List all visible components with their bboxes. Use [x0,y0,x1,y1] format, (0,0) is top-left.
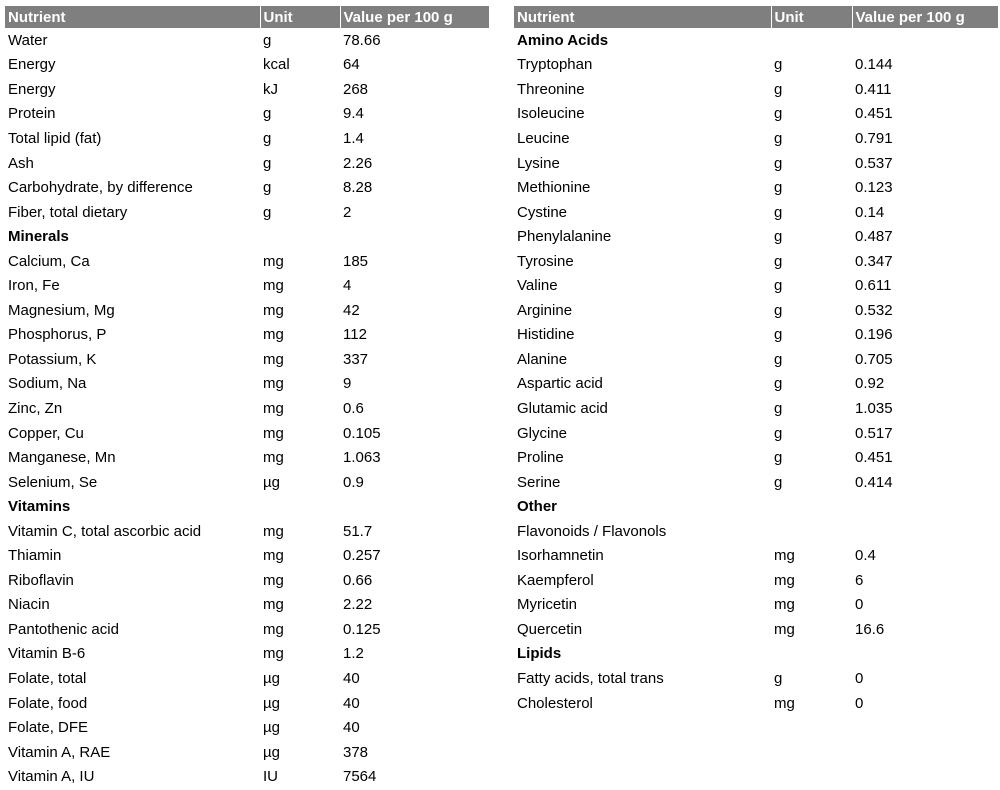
nutrient-cell: Thiamin [8,547,62,565]
nutrient-cell: Cystine [517,203,568,221]
nutrient-cell: Threonine [517,80,585,98]
unit-cell: g [774,424,783,442]
nutrient-cell: Flavonoids / Flavonols [517,522,667,540]
table-row [5,298,489,323]
value-cell: 0.4 [855,547,876,565]
unit-cell: µg [263,719,280,737]
unit-cell: kJ [263,80,278,98]
table-row [514,519,998,544]
value-cell: 9 [343,375,352,393]
nutrient-cell: Histidine [517,326,575,344]
unit-cell: g [774,375,783,393]
table-row [514,224,998,249]
unit-cell: mg [263,449,284,467]
unit-cell: g [263,154,272,172]
value-cell: 42 [343,301,360,319]
unit-cell: mg [263,571,284,589]
value-cell: 112 [343,326,367,344]
nutrient-cell: Vitamin A, RAE [8,743,111,761]
value-cell: 0 [855,669,864,687]
value-cell: 2 [343,203,352,221]
unit-cell [260,494,340,519]
value-cell: 0.92 [855,375,885,393]
unit-cell: IU [263,768,278,786]
unit-cell: g [774,277,783,295]
nutrient-cell: Quercetin [517,620,583,638]
table-row [5,126,489,151]
table-row [514,568,998,593]
table-row [514,593,998,618]
unit-cell: mg [263,645,284,663]
nutrient-cell: Methionine [517,179,591,197]
nutrient-cell: Potassium, K [8,350,97,368]
unit-cell [771,28,852,53]
value-cell: 268 [343,80,369,98]
nutrient-cell: Protein [8,105,56,123]
value-cell: 9.4 [343,105,364,123]
value-cell: 0 [855,694,864,712]
nutrient-cell: Glycine [517,424,568,442]
table-row [514,273,998,298]
header-nutrient: Nutrient [514,6,771,28]
nutrient-cell: Copper, Cu [8,424,84,442]
value-cell: 7564 [343,768,377,786]
table-row [5,617,489,642]
section-header-row [514,494,998,519]
nutrient-cell: Fiber, total dietary [8,203,128,221]
unit-cell: mg [263,375,284,393]
table-row [5,445,489,470]
table-row [5,543,489,568]
table-row [514,126,998,151]
value-cell: 78.66 [343,31,381,49]
unit-cell [771,519,852,544]
table-row [5,421,489,446]
unit-cell: g [774,228,783,246]
unit-cell: mg [263,326,284,344]
table-row [5,151,489,176]
header-row [5,6,489,28]
unit-cell: g [774,105,783,123]
table-row [514,102,998,127]
unit-cell: mg [263,301,284,319]
nutrient-cell: Alanine [517,350,568,368]
value-cell: 6 [855,571,864,589]
nutrient-cell: Vitamin A, IU [8,768,95,786]
unit-cell: g [774,449,783,467]
unit-cell: g [263,105,272,123]
value-cell: 2.22 [343,596,373,614]
unit-cell: µg [263,669,280,687]
value-cell: 0.347 [855,252,893,270]
table-row [514,298,998,323]
table-row [5,568,489,593]
table-row [514,372,998,397]
value-cell: 1.063 [343,449,381,467]
unit-cell: g [774,301,783,319]
value-cell: 0.6 [343,399,364,417]
value-cell: 2.26 [343,154,373,172]
nutrient-cell: Zinc, Zn [8,399,63,417]
unit-cell: g [774,179,783,197]
unit-cell: mg [774,694,795,712]
unit-cell: g [263,179,272,197]
table-row [5,200,489,225]
nutrient-cell: Vitamin C, total ascorbic acid [8,522,202,540]
table-row [5,470,489,495]
section-header-row [514,642,998,667]
value-cell: 0.105 [343,424,381,442]
value-cell: 0.125 [343,620,381,638]
value-cell: 16.6 [855,620,885,638]
nutrient-cell: Vitamin B-6 [8,645,86,663]
header-value: Value per 100 g [340,6,489,28]
table-row [514,470,998,495]
nutrient-cell: Isoleucine [517,105,585,123]
nutrient-cell: Glutamic acid [517,399,608,417]
header-nutrient: Nutrient [5,6,260,28]
nutrient-cell: Arginine [517,301,573,319]
nutrient-cell: Aspartic acid [517,375,603,393]
unit-cell: mg [774,596,795,614]
table-row [514,617,998,642]
value-cell: 40 [343,719,360,737]
value-cell: 0.9 [343,473,364,491]
nutrient-table-left [5,6,489,789]
table-row [514,249,998,274]
value-cell: 40 [343,669,360,687]
table-row [514,421,998,446]
nutrient-table-right [514,6,998,715]
unit-cell: g [774,326,783,344]
nutrient-cell: Niacin [8,596,50,614]
table-row [5,77,489,102]
table-row [5,28,489,53]
nutrient-cell: Phosphorus, P [8,326,107,344]
table-row [5,691,489,716]
table-row [5,396,489,421]
nutrient-cell: Energy [8,56,56,74]
value-cell: 0.196 [855,326,893,344]
value-cell: 4 [343,277,352,295]
nutrient-cell: Isorhamnetin [517,547,604,565]
value-cell: 0.487 [855,228,893,246]
unit-cell: mg [263,277,284,295]
value-cell: 0.791 [855,129,893,147]
unit-cell: µg [263,473,280,491]
unit-cell: mg [263,547,284,565]
table-row [5,53,489,78]
table-row [5,715,489,740]
table-row [5,519,489,544]
unit-cell [771,642,852,667]
value-cell: 0.537 [855,154,893,172]
unit-cell: g [774,80,783,98]
table-row [514,323,998,348]
value-cell: 0.451 [855,449,893,467]
value-cell: 0.66 [343,571,373,589]
table-row [5,372,489,397]
unit-cell: mg [263,350,284,368]
value-cell [852,642,998,667]
nutrient-cell: Amino Acids [517,31,609,49]
nutrient-cell: Phenylalanine [517,228,612,246]
unit-cell: g [774,56,783,74]
table-row [514,53,998,78]
unit-cell: g [774,399,783,417]
value-cell: 0.257 [343,547,381,565]
value-cell: 0.123 [855,179,893,197]
unit-cell: g [774,129,783,147]
nutrient-cell: Lysine [517,154,560,172]
nutrient-cell: Tryptophan [517,56,593,74]
value-cell [852,28,998,53]
nutrient-cell: Selenium, Se [8,473,98,491]
unit-cell: g [774,350,783,368]
table-row [5,273,489,298]
section-header-row [5,224,489,249]
table-row [514,396,998,421]
table-row [5,666,489,691]
table-row [514,666,998,691]
table-row [514,77,998,102]
unit-cell: g [774,203,783,221]
nutrient-cell: Energy [8,80,56,98]
nutrient-cell: Lipids [517,645,562,663]
header-unit: Unit [771,6,852,28]
nutrient-cell: Riboflavin [8,571,74,589]
unit-cell: µg [263,743,280,761]
table-row [514,347,998,372]
nutrient-cell: Minerals [8,228,69,246]
value-cell [852,494,998,519]
value-cell: 0 [855,596,864,614]
section-header-row [5,494,489,519]
unit-cell: g [774,252,783,270]
nutrient-cell: Folate, DFE [8,719,89,737]
table-row [5,323,489,348]
unit-cell: g [263,129,272,147]
nutrient-cell: Kaempferol [517,571,594,589]
value-cell: 337 [343,350,369,368]
unit-cell: g [774,669,783,687]
unit-cell: kcal [263,56,290,74]
table-row [514,543,998,568]
table-row [514,200,998,225]
nutrient-cell: Iron, Fe [8,277,60,295]
table-body-right [514,28,998,715]
value-cell: 1.2 [343,645,364,663]
unit-cell: mg [774,571,795,589]
unit-cell: g [774,473,783,491]
unit-cell: g [774,154,783,172]
nutrient-cell: Myricetin [517,596,578,614]
nutrient-cell: Tyrosine [517,252,574,270]
value-cell: 8.28 [343,179,373,197]
value-cell [340,494,489,519]
table-row [514,175,998,200]
header-unit: Unit [260,6,340,28]
nutrient-cell: Magnesium, Mg [8,301,115,319]
value-cell: 1.035 [855,399,893,417]
table-body-left [5,28,489,789]
table-row [5,175,489,200]
nutrient-cell: Valine [517,277,558,295]
table-row [5,102,489,127]
value-cell: 1.4 [343,129,364,147]
value-cell: 0.414 [855,473,893,491]
nutrient-cell: Carbohydrate, by difference [8,179,193,197]
table-row [5,740,489,765]
section-header-row [514,28,998,53]
nutrient-cell: Folate, total [8,669,87,687]
table-row [5,764,489,789]
value-cell: 0.532 [855,301,893,319]
nutrient-cell: Folate, food [8,694,88,712]
nutrient-cell: Total lipid (fat) [8,129,102,147]
unit-cell: mg [263,424,284,442]
table-row [5,249,489,274]
unit-cell: mg [263,620,284,638]
unit-cell [771,494,852,519]
unit-cell: g [263,203,272,221]
value-cell: 0.411 [855,80,892,98]
nutrient-cell: Proline [517,449,564,467]
value-cell: 0.517 [855,424,893,442]
table-row [514,691,998,716]
nutrient-cell: Other [517,498,558,516]
header-value: Value per 100 g [852,6,998,28]
value-cell: 40 [343,694,360,712]
nutrient-cell: Vitamins [8,498,71,516]
value-cell: 185 [343,252,369,270]
unit-cell: mg [774,547,795,565]
value-cell [340,224,489,249]
value-cell: 378 [343,743,369,761]
value-cell: 0.705 [855,350,893,368]
nutrient-cell: Pantothenic acid [8,620,119,638]
value-cell: 0.451 [855,105,893,123]
value-cell: 0.611 [855,277,892,295]
unit-cell: g [263,31,272,49]
value-cell: 0.14 [855,203,885,221]
nutrient-cell: Sodium, Na [8,375,87,393]
table-row [5,642,489,667]
value-cell: 0.144 [855,56,893,74]
unit-cell: mg [263,522,284,540]
header-row [514,6,998,28]
nutrient-cell: Cholesterol [517,694,593,712]
nutrient-cell: Manganese, Mn [8,449,116,467]
right-nutrient-table [514,6,998,715]
nutrient-cell: Fatty acids, total trans [517,669,664,687]
unit-cell: mg [774,620,795,638]
value-cell: 64 [343,56,360,74]
unit-cell [260,224,340,249]
nutrient-cell: Serine [517,473,561,491]
nutrient-cell: Leucine [517,129,570,147]
value-cell [852,519,998,544]
unit-cell: mg [263,252,284,270]
table-row [514,151,998,176]
unit-cell: mg [263,399,284,417]
nutrient-cell: Ash [8,154,34,172]
table-row [514,445,998,470]
table-row [5,593,489,618]
unit-cell: µg [263,694,280,712]
nutrient-cell: Calcium, Ca [8,252,90,270]
value-cell: 51.7 [343,522,373,540]
table-row [5,347,489,372]
unit-cell: mg [263,596,284,614]
left-nutrient-table [5,6,489,789]
nutrient-cell: Water [8,31,48,49]
